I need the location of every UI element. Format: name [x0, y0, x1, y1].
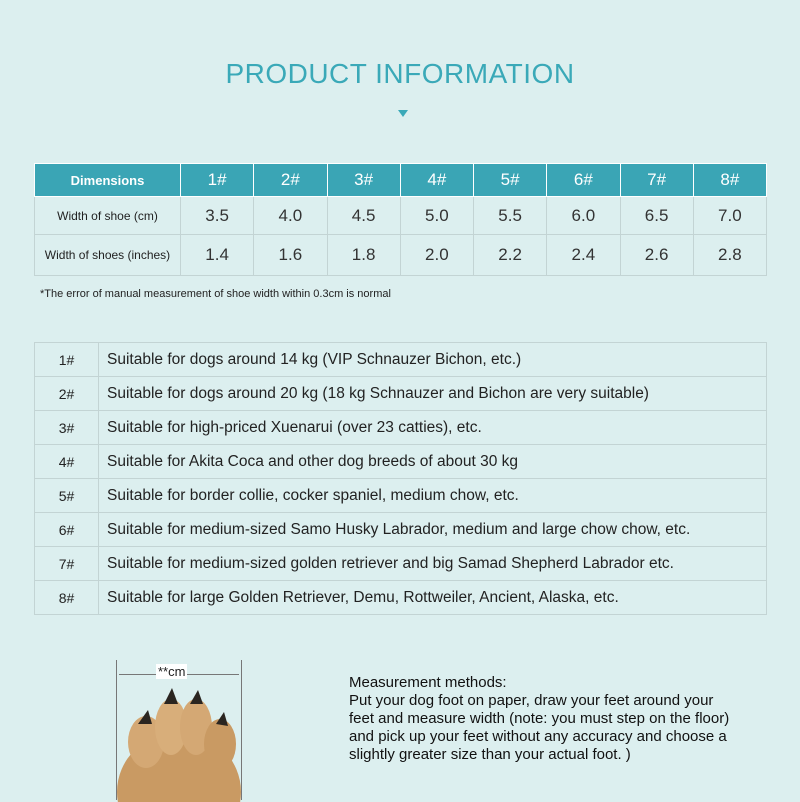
table-row	[35, 513, 767, 547]
measurement-line: and pick up your feet without any accuracy and choose a	[349, 728, 727, 745]
table-row	[35, 411, 767, 445]
table-cell: 4.0	[254, 197, 327, 235]
table-cell: 2.4	[547, 235, 620, 276]
size-table	[34, 163, 767, 276]
table-cell: 5.5	[474, 197, 547, 235]
description-cell: Suitable for high-priced Xuenarui (over 23 catties), etc.	[99, 411, 767, 445]
measurement-line: Put your dog foot on paper, draw your feet around your	[349, 692, 714, 709]
description-cell: Suitable for dogs around 14 kg (VIP Schnauzer Bichon, etc.)	[99, 343, 767, 377]
size-cell: 1#	[35, 343, 99, 377]
row-label: Width of shoe (cm)	[35, 197, 181, 235]
size-cell: 6#	[35, 513, 99, 547]
table-row	[35, 479, 767, 513]
size-header: 4#	[400, 164, 473, 197]
page-title: PRODUCT INFORMATION	[225, 58, 575, 89]
measurement-methods	[349, 674, 789, 764]
table-cell: 1.8	[327, 235, 400, 276]
size-cell: 5#	[35, 479, 99, 513]
paw-measurement-illustration	[116, 660, 242, 800]
size-cell: 8#	[35, 581, 99, 615]
size-header: 3#	[327, 164, 400, 197]
size-header: 1#	[181, 164, 254, 197]
table-cell: 5.0	[400, 197, 473, 235]
table-row	[35, 343, 767, 377]
row-label: Width of shoes (inches)	[35, 235, 181, 276]
size-header: 6#	[547, 164, 620, 197]
table-cell: 6.0	[547, 197, 620, 235]
dimensions-header: Dimensions	[35, 164, 181, 197]
caret-down-icon	[398, 110, 408, 117]
size-cell: 3#	[35, 411, 99, 445]
measurement-heading: Measurement methods:	[349, 674, 507, 691]
measurement-line: feet and measure width (note: you must step on the floor)	[349, 710, 730, 727]
table-row	[35, 235, 767, 276]
description-cell: Suitable for Akita Coca and other dog breeds of about 30 kg	[99, 445, 767, 479]
size-header: 8#	[693, 164, 766, 197]
table-cell: 1.6	[254, 235, 327, 276]
size-header: 2#	[254, 164, 327, 197]
table-row	[35, 197, 767, 235]
dog-paw-icon	[116, 682, 242, 802]
table-cell: 6.5	[620, 197, 693, 235]
table-cell: 2.6	[620, 235, 693, 276]
suitability-table	[34, 342, 767, 615]
width-label: **cm	[158, 664, 186, 679]
description-cell: Suitable for medium-sized Samo Husky Labrador, medium and large chow chow, etc.	[99, 513, 767, 547]
description-cell: Suitable for large Golden Retriever, Demu, Rottweiler, Ancient, Alaska, etc.	[99, 581, 767, 615]
description-cell: Suitable for border collie, cocker spaniel, medium chow, etc.	[99, 479, 767, 513]
size-cell: 4#	[35, 445, 99, 479]
description-cell: Suitable for dogs around 20 kg (18 kg Schnauzer and Bichon are very suitable)	[99, 377, 767, 411]
size-header: 7#	[620, 164, 693, 197]
table-cell: 4.5	[327, 197, 400, 235]
description-cell: Suitable for medium-sized golden retriever and big Samad Shepherd Labrador etc.	[99, 547, 767, 581]
table-cell: 2.2	[474, 235, 547, 276]
table-row	[35, 547, 767, 581]
table-row	[35, 581, 767, 615]
table-row	[35, 445, 767, 479]
table-cell: 2.0	[400, 235, 473, 276]
table-cell: 7.0	[693, 197, 766, 235]
size-header: 5#	[474, 164, 547, 197]
measurement-error-note: *The error of manual measurement of shoe width within 0.3cm is normal	[40, 288, 391, 300]
measurement-line: slightly greater size than your actual foot. )	[349, 746, 631, 763]
size-cell: 2#	[35, 377, 99, 411]
table-cell: 1.4	[181, 235, 254, 276]
table-cell: 3.5	[181, 197, 254, 235]
table-row	[35, 377, 767, 411]
size-cell: 7#	[35, 547, 99, 581]
table-cell: 2.8	[693, 235, 766, 276]
size-table-header	[35, 164, 767, 197]
